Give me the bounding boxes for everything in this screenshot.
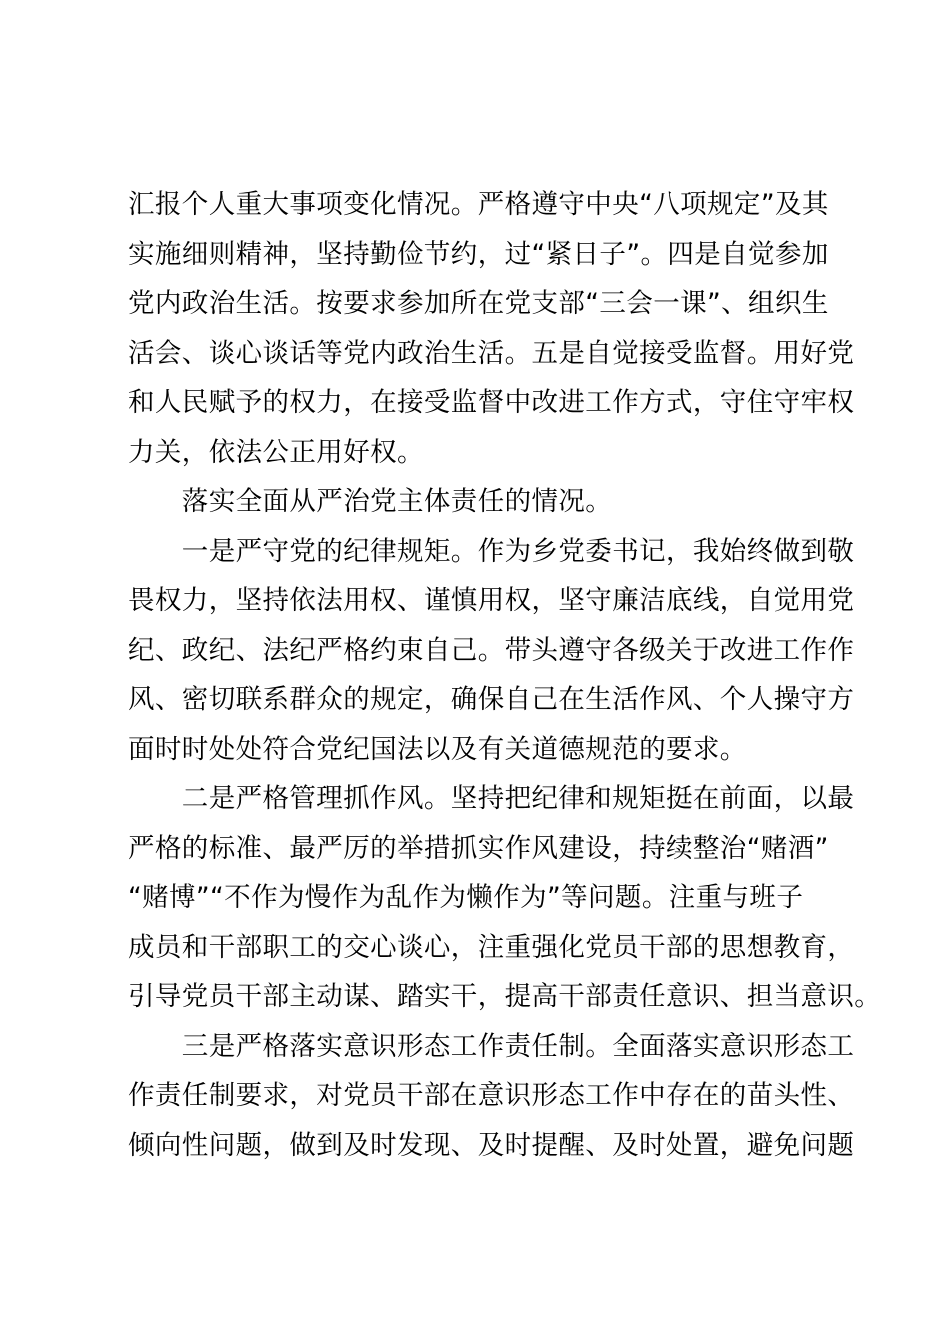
text-line-5: 和人民赋予的权力，在接受监督中改进工作方式，守住守牢权: [128, 387, 855, 418]
text-line-12: 面时时处处符合党纪国法以及有关道德规范的要求。: [128, 733, 747, 765]
text-line-13: 二是严格管理抓作风。坚持把纪律和规矩挺在前面，以最: [128, 783, 855, 814]
text-line-10: 纪、政纪、法纪严格约束自己。带头遵守各级关于改进工作作: [128, 634, 855, 666]
text-line-9: 畏权力，坚持依法用权、谨慎用权，坚守廉洁底线，自觉用党: [128, 585, 855, 616]
text-line-20: 倾向性问题，做到及时发现、及时提醒、及时处置，避免问题: [128, 1129, 855, 1161]
section-heading: 落实全面从严治党主体责任的情况。: [128, 486, 613, 517]
text-line-15: “赌博”“不作为慢作为乱作为懒作为”等问题。注重与班子: [128, 882, 804, 913]
text-line-18: 三是严格落实意识形态工作责任制。全面落实意识形态工: [128, 1030, 855, 1062]
text-line-14: 严格的标准、最严厉的举措抓实作风建设，持续整治“赌酒”: [128, 832, 829, 864]
text-line-8: 一是严守党的纪律规矩。作为乡党委书记，我始终做到敬: [128, 535, 855, 567]
text-line-6: 力关，依法公正用好权。: [128, 436, 424, 468]
text-line-3: 党内政治生活。按要求参加所在党支部“三会一课”、组织生: [128, 288, 829, 319]
text-line-19: 作责任制要求，对党员干部在意识形态工作中存在的苗头性、: [128, 1080, 855, 1111]
text-line-2: 实施细则精神，坚持勤俭节约，过“紧日子”。四是自觉参加: [128, 238, 829, 270]
text-line-4: 活会、谈心谈话等党内政治生活。五是自觉接受监督。用好党: [128, 337, 855, 369]
text-line-1: 汇报个人重大事项变化情况。严格遵守中央“八项规定”及其: [128, 189, 829, 220]
text-line-17: 引导党员干部主动谋、踏实干，提高干部责任意识、担当意识。: [128, 981, 882, 1012]
text-line-11: 风、密切联系群众的规定，确保自己在生活作风、个人操守方: [128, 684, 855, 715]
document-body: [128, 180, 882, 1170]
text-line-16: 成员和干部职工的交心谈心，注重强化党员干部的思想教育，: [128, 931, 855, 963]
